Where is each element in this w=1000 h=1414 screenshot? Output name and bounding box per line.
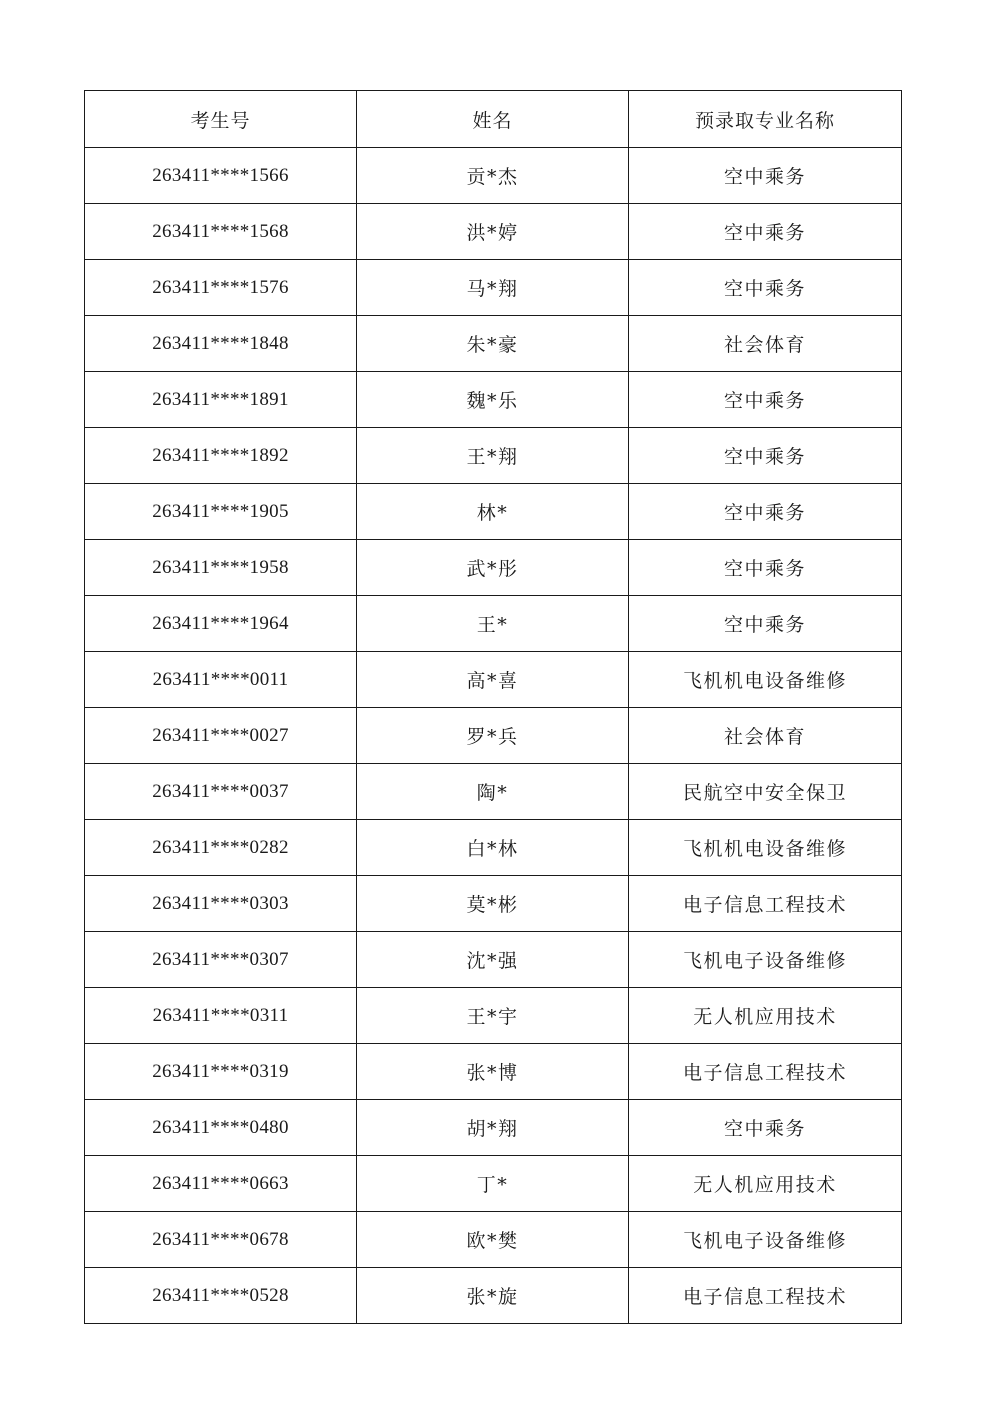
cell-name: 欧*樊 — [357, 1212, 629, 1268]
table-body — [85, 148, 902, 1324]
table-row — [85, 764, 902, 820]
cell-exam-id: 263411****0282 — [85, 820, 357, 876]
cell-major: 飞机机电设备维修 — [629, 652, 902, 708]
table-row — [85, 708, 902, 764]
cell-major: 空中乘务 — [629, 428, 902, 484]
cell-name: 丁* — [357, 1156, 629, 1212]
cell-major: 飞机机电设备维修 — [629, 820, 902, 876]
cell-exam-id: 263411****0480 — [85, 1100, 357, 1156]
table-row — [85, 260, 902, 316]
cell-major: 空中乘务 — [629, 540, 902, 596]
cell-name: 林* — [357, 484, 629, 540]
cell-exam-id: 263411****1891 — [85, 372, 357, 428]
table-row — [85, 652, 902, 708]
table-header — [85, 91, 902, 148]
cell-name: 胡*翔 — [357, 1100, 629, 1156]
cell-exam-id: 263411****1958 — [85, 540, 357, 596]
table-row — [85, 820, 902, 876]
admission-list-page — [84, 90, 901, 1324]
cell-major: 电子信息工程技术 — [629, 1044, 902, 1100]
cell-major: 空中乘务 — [629, 204, 902, 260]
cell-major: 空中乘务 — [629, 260, 902, 316]
table-row — [85, 428, 902, 484]
cell-name: 高*喜 — [357, 652, 629, 708]
cell-exam-id: 263411****0319 — [85, 1044, 357, 1100]
cell-major: 空中乘务 — [629, 148, 902, 204]
cell-major: 电子信息工程技术 — [629, 1268, 902, 1324]
cell-name: 魏*乐 — [357, 372, 629, 428]
cell-exam-id: 263411****1892 — [85, 428, 357, 484]
header-row — [85, 91, 902, 148]
cell-exam-id: 263411****1905 — [85, 484, 357, 540]
cell-name: 罗*兵 — [357, 708, 629, 764]
cell-major: 空中乘务 — [629, 1100, 902, 1156]
cell-name: 王* — [357, 596, 629, 652]
cell-exam-id: 263411****0303 — [85, 876, 357, 932]
cell-exam-id: 263411****1568 — [85, 204, 357, 260]
cell-major: 空中乘务 — [629, 484, 902, 540]
cell-name: 朱*豪 — [357, 316, 629, 372]
cell-exam-id: 263411****0311 — [85, 988, 357, 1044]
cell-name: 张*旋 — [357, 1268, 629, 1324]
table-row — [85, 876, 902, 932]
table-row — [85, 596, 902, 652]
table-row — [85, 204, 902, 260]
table-row — [85, 1212, 902, 1268]
cell-exam-id: 263411****0528 — [85, 1268, 357, 1324]
cell-exam-id: 263411****0037 — [85, 764, 357, 820]
cell-major: 民航空中安全保卫 — [629, 764, 902, 820]
cell-name: 莫*彬 — [357, 876, 629, 932]
cell-name: 沈*强 — [357, 932, 629, 988]
cell-major: 空中乘务 — [629, 372, 902, 428]
table-row — [85, 1044, 902, 1100]
table-row — [85, 372, 902, 428]
cell-name: 王*宇 — [357, 988, 629, 1044]
table-row — [85, 540, 902, 596]
cell-name: 张*博 — [357, 1044, 629, 1100]
header-exam-id: 考生号 — [85, 91, 357, 148]
cell-exam-id: 263411****1566 — [85, 148, 357, 204]
cell-major: 空中乘务 — [629, 596, 902, 652]
cell-name: 洪*婷 — [357, 204, 629, 260]
cell-major: 无人机应用技术 — [629, 1156, 902, 1212]
cell-major: 社会体育 — [629, 316, 902, 372]
cell-name: 陶* — [357, 764, 629, 820]
cell-major: 社会体育 — [629, 708, 902, 764]
table-row — [85, 148, 902, 204]
header-major: 预录取专业名称 — [629, 91, 902, 148]
table-row — [85, 1100, 902, 1156]
cell-major: 飞机电子设备维修 — [629, 1212, 902, 1268]
cell-exam-id: 263411****1576 — [85, 260, 357, 316]
table-row — [85, 316, 902, 372]
cell-exam-id: 263411****1964 — [85, 596, 357, 652]
table-row — [85, 988, 902, 1044]
cell-major: 飞机电子设备维修 — [629, 932, 902, 988]
cell-name: 王*翔 — [357, 428, 629, 484]
table-row — [85, 1268, 902, 1324]
cell-name: 武*彤 — [357, 540, 629, 596]
table-row — [85, 1156, 902, 1212]
cell-exam-id: 263411****1848 — [85, 316, 357, 372]
cell-exam-id: 263411****0307 — [85, 932, 357, 988]
cell-exam-id: 263411****0678 — [85, 1212, 357, 1268]
cell-name: 白*林 — [357, 820, 629, 876]
header-name: 姓名 — [357, 91, 629, 148]
cell-major: 无人机应用技术 — [629, 988, 902, 1044]
admission-table — [84, 90, 902, 1324]
cell-major: 电子信息工程技术 — [629, 876, 902, 932]
cell-exam-id: 263411****0011 — [85, 652, 357, 708]
table-row — [85, 932, 902, 988]
cell-name: 贡*杰 — [357, 148, 629, 204]
cell-exam-id: 263411****0663 — [85, 1156, 357, 1212]
cell-exam-id: 263411****0027 — [85, 708, 357, 764]
cell-name: 马*翔 — [357, 260, 629, 316]
table-row — [85, 484, 902, 540]
